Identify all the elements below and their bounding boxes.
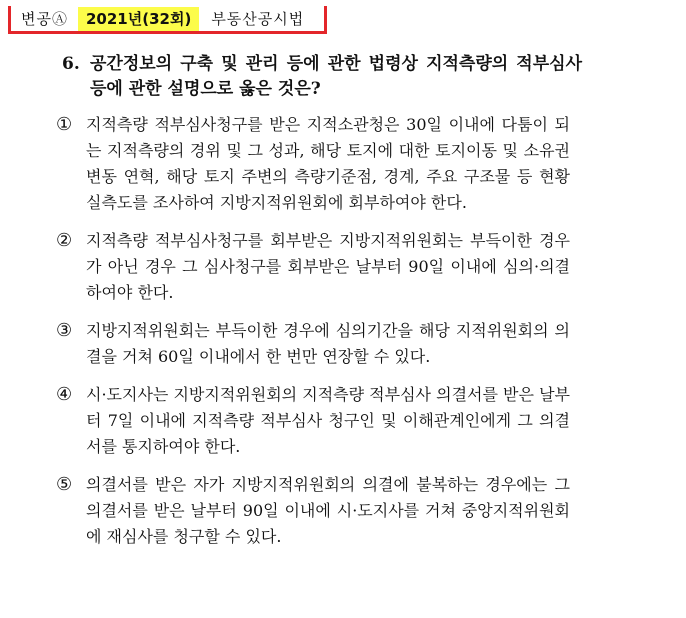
option-2[interactable]: [56, 228, 570, 306]
option-text: 의결서를 받은 자가 지방지적위원회의 의결에 불복하는 경우에는 그 의결서를 받은 날부터 90일 이내에 시·도지사를 거쳐 중앙지적위원회에 재심사를 청구할 수 있다.: [86, 475, 570, 546]
option-text: 지적측량 적부심사청구를 받은 지적소관청은 30일 이내에 다툼이 되는 지적측량의 경위 및 그 성과, 해당 토지에 대한 토지이동 및 소유권 변동 연혁, 해당 토지 주변의 측량기준점, 경계, 주요 구조물 등 현황 실측도를 조사하여 지방지적위원회에 회부하여야 한다.: [86, 115, 570, 212]
option-3[interactable]: [56, 318, 570, 370]
option-5[interactable]: [56, 472, 570, 550]
subject-label: 변공Ⓐ: [21, 10, 68, 28]
option-marker: ④: [56, 384, 73, 405]
option-4[interactable]: [56, 382, 570, 460]
option-text: 지방지적위원회는 부득이한 경우에 심의기간을 해당 지적위원회의 의결을 거쳐 60일 이내에서 한 번만 연장할 수 있다.: [86, 321, 570, 366]
option-text: 시·도지사는 지방지적위원회의 지적측량 적부심사 의결서를 받은 날부터 7일 이내에 지적측량 적부심사 청구인 및 이해관계인에게 그 의결서를 통지하여야 한다.: [86, 385, 570, 456]
exam-title: 부동산공시법: [211, 10, 305, 28]
question-stem: [62, 52, 582, 102]
option-marker: ②: [56, 230, 73, 251]
answer-options: [56, 112, 570, 562]
option-1[interactable]: [56, 112, 570, 216]
question-text: 공간정보의 구축 및 관리 등에 관한 법령상 지적측량의 적부심사 등에 관한 설명으로 옳은 것은?: [90, 54, 582, 99]
year-round-label: 2021년(32회): [78, 7, 199, 31]
exam-header: [8, 6, 327, 34]
option-marker: ③: [56, 320, 73, 341]
option-marker: ⑤: [56, 474, 73, 495]
option-marker: ①: [56, 114, 73, 135]
question-number: 6.: [62, 54, 80, 74]
option-text: 지적측량 적부심사청구를 회부받은 지방지적위원회는 부득이한 경우가 아닌 경우 그 심사청구를 회부받은 날부터 90일 이내에 심의·의결하여야 한다.: [86, 231, 570, 302]
